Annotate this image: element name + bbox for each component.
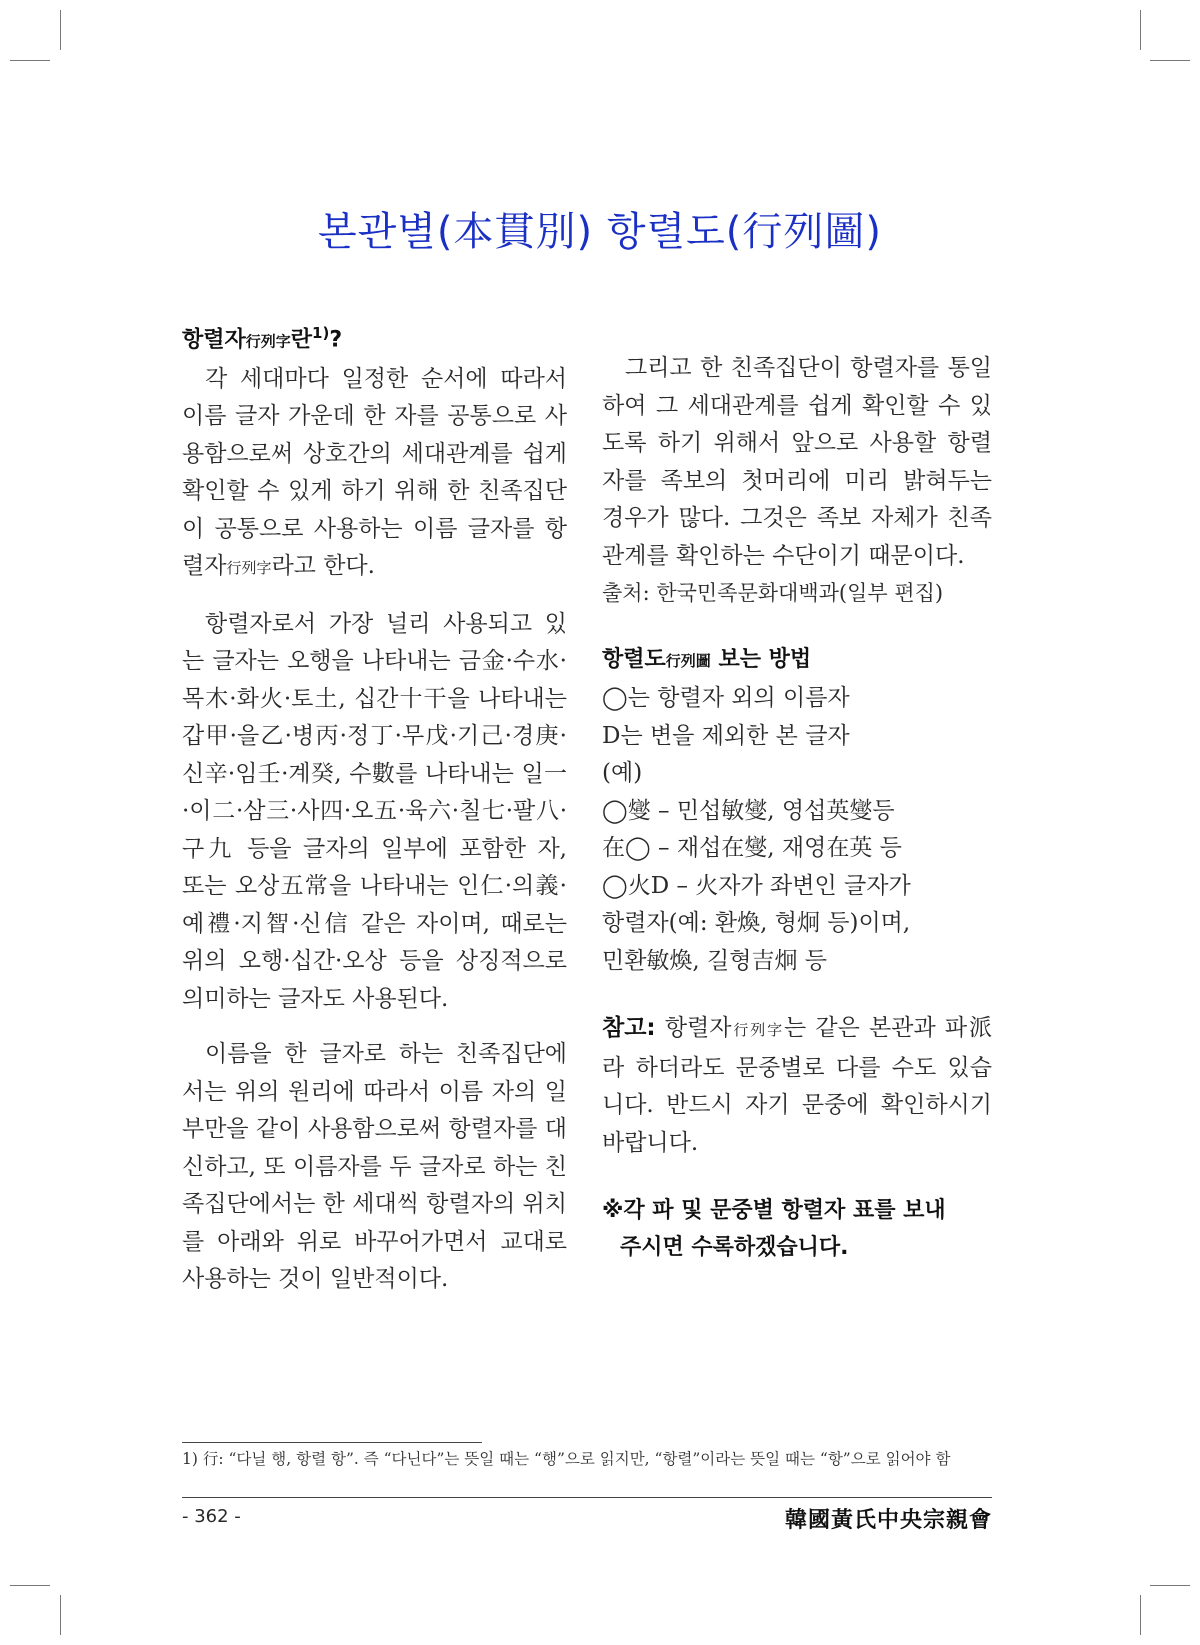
method-line: ◯는 항렬자 외의 이름자 [602,685,850,711]
method-line: 민환敏煥, 길형吉炯 등 [602,947,828,974]
method-heading-hanja: 行列圖 [665,651,711,670]
crop-mark [1140,10,1141,50]
paragraph-1-text-end: 라고 한다. [271,553,375,580]
footer-divider [182,1497,992,1498]
heading-text-end: 란 [290,327,313,353]
paragraph-3: 이름을 한 글자로 하는 친족집단에서는 위의 원리에 따라서 이름 자의 일부만을 같이 사용함으로써 항렬자를 대신하고, 또 이름자를 두 글자로 하는 친족집단에서는 한 세대씩 항렬자의 위치를 아래와 위로 바꾸어가면서 교대로 사용하는 것이 일반적이다. [182,1041,567,1293]
crop-mark [10,1585,50,1586]
left-column [182,315,567,1299]
method-line: D는 변을 제외한 본 글자 [602,722,850,749]
page-number: - 362 - [182,1506,241,1527]
reference-label: 참고: [602,1015,656,1041]
method-line: (예) [602,760,643,786]
crop-mark [60,1595,61,1635]
heading-text: 항렬자 [182,327,246,353]
submission-notice-cont: 주시면 수록하겠습니다. [620,1235,849,1260]
page-title: 본관별(本貫別) 항렬도(行列圖) [318,209,882,255]
paragraph-1-text: 각 세대마다 일정한 순서에 따라서 이름 글자 가운데 한 자를 공통으로 사용함으로써 상호간의 세대관계를 쉽게 확인할 수 있게 하기 위해 한 친족집단이 공통으로 사용하는 이름 글자를 항렬자 [182,365,567,580]
paragraph-1 [182,361,567,588]
reference-text: 항렬자 [655,1015,732,1041]
method-line: ◯燮 – 민섭敏燮, 영섭英燮등 [602,797,895,824]
crop-mark [10,60,50,61]
footnote-ref: 1) [312,324,330,342]
footnote-divider [182,1442,482,1443]
footnote: 1) 行: “다닐 행, 항렬 항”. 즉 “다닌다”는 뜻일 때는 “행”으로 읽지만, “항렬”이라는 뜻일 때는 “항”으로 읽어야 함 [182,1450,951,1468]
reference-text-end: 는 같은 본관과 파派라 하더라도 문중별로 다를 수도 있습니다. 반드시 자기 문중에 확인하시기 바랍니다. [602,1015,992,1156]
crop-mark [1150,1585,1190,1586]
crop-mark [1140,1595,1141,1635]
method-heading-end: 보는 방법 [710,646,812,672]
spacer [182,588,567,606]
paragraph-2: 항렬자로서 가장 널리 사용되고 있는 글자는 오행을 나타내는 금金·수水·목木·화火·토土, 십간十干을 나타내는 갑甲·을乙·병丙·정丁·무戊·기己·경庚·신辛·임壬·계癸, 수數를 나타내는 일一·이二·삼三·사四·오五·육六·칠七·팔八·구九 등을 글자의 일부에 포함한 자, 또는 오상五常을 나타내는 인仁·의義·예禮·지智·신信 같은 자이며, 때로는 위의 오행·십간·오상 등을 상징적으로 의미하는 글자도 사용된다. [182,610,567,1012]
method-line: ◯火D – 火자가 좌변인 글자가 [602,872,911,899]
spacer [602,980,992,1010]
section-heading-hangryeolja [182,315,567,361]
paragraph-right-1: 그리고 한 친족집단이 항렬자를 통일하여 그 세대관계를 쉽게 확인할 수 있도록 하기 위해서 앞으로 사용할 항렬자를 족보의 첫머리에 미리 밝혀두는 경우가 많다. 그것은 족보 자체가 친족관계를 확인하는 수단이기 때문이다. [602,355,992,569]
crop-mark [1150,60,1190,61]
spacer [602,1162,992,1192]
section-heading-method [602,641,992,681]
heading-hanja: 行列字 [245,332,291,351]
method-heading-text: 항렬도 [602,646,666,672]
heading-question: ? [329,327,343,353]
spacer [602,613,992,641]
right-column [602,350,992,1266]
paragraph-1-hanja: 行列字 [226,559,272,578]
method-line: 항렬자(예: 환煥, 형炯 등)이며, [602,910,911,936]
reference-note [602,1010,992,1162]
organization-name: 韓國黃氏中央宗親會 [784,1507,992,1533]
method-line: 在◯ – 재섭在燮, 재영在英 등 [602,835,902,861]
reference-hanja: 行列字 [731,1021,784,1039]
submission-notice: ※각 파 및 문중별 항렬자 표를 보내 [602,1198,946,1223]
spacer [182,1018,567,1036]
crop-mark [60,10,61,50]
source-citation: 출처: 한국민족문화대백과(일부 편집) [602,581,944,605]
